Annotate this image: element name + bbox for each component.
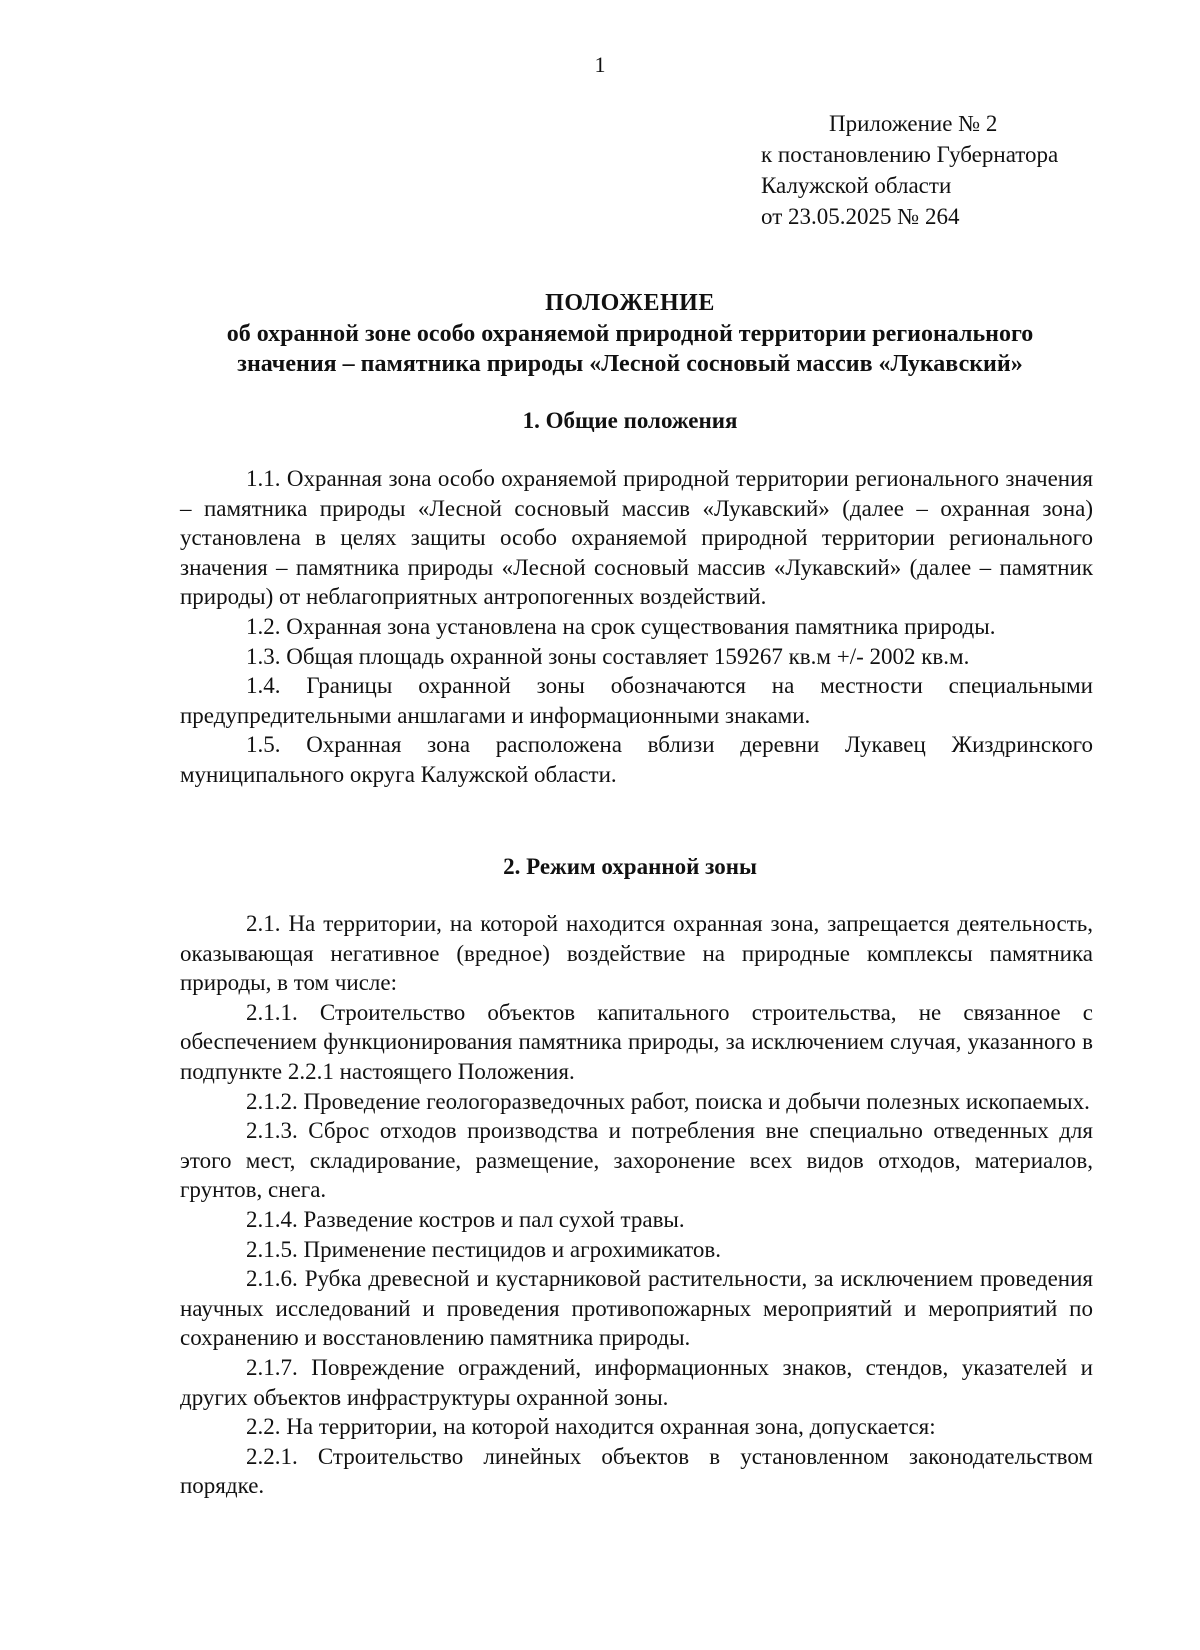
section-2-heading: 2. Режим охранной зоны	[503, 854, 757, 879]
paragraph-2-1: 2.1. На территории, на которой находится охранная зона, запрещается деятельность, оказывающая негативное (вредное) воздействие на природные комплексы памятника природы, в том числе:	[180, 911, 1093, 996]
section-2-body	[180, 909, 1093, 1501]
annex-line-3: Калужской области	[761, 173, 952, 198]
paragraph-1-1: 1.1. Охранная зона особо охраняемой природной территории регионального значения – памятника природы «Лесной сосновый массив «Лукавский» (далее – охранная зона) установлена в целях защиты особо охраняемой природной территории регионального значения – памятника природы «Лесной сосновый массив «Лукавский» (далее – памятник природы) от неблагоприятных антропогенных воздействий.	[180, 466, 1093, 610]
paragraph-1-3: 1.3. Общая площадь охранной зоны составляет 159267 кв.м +/- 2002 кв.м.	[246, 643, 970, 669]
paragraph-2-1-6: 2.1.6. Рубка древесной и кустарниковой растительности, за исключением проведения научных исследований и проведения противопожарных мероприятий и мероприятий по сохранению и восстановлению памятника природы.	[180, 1266, 1093, 1351]
document-subtitle-line-2: значения – памятника природы «Лесной сосновый массив «Лукавский»	[237, 351, 1023, 377]
paragraph-2-1-4: 2.1.4. Разведение костров и пал сухой травы.	[246, 1206, 685, 1232]
paragraph-2-1-1: 2.1.1. Строительство объектов капитального строительства, не связанное с обеспечением функционирования памятника природы, за исключением случая, указанного в подпункте 2.2.1 настоящего Положения.	[180, 999, 1093, 1084]
annex-block	[761, 108, 1058, 232]
paragraph-2-1-2: 2.1.2. Проведение геологоразведочных работ, поиска и добычи полезных ископаемых.	[246, 1088, 1090, 1114]
paragraph-2-2: 2.2. На территории, на которой находится охранная зона, допускается:	[246, 1414, 936, 1440]
document-subtitle-line-1: об охранной зоне особо охраняемой природной территории регионального	[226, 321, 1034, 347]
paragraph-1-4: 1.4. Границы охранной зоны обозначаются на местности специальными предупредительными аншлагами и информационными знаками.	[180, 673, 1093, 728]
section-1-body	[180, 464, 1093, 790]
page-number: 1	[594, 52, 606, 77]
document-heading: ПОЛОЖЕНИЕ	[545, 290, 715, 316]
document-title	[180, 288, 1080, 379]
paragraph-2-1-7: 2.1.7. Повреждение ограждений, информационных знаков, стендов, указателей и других объектов инфраструктуры охранной зоны.	[180, 1354, 1093, 1410]
paragraph-1-5: 1.5. Охранная зона расположена вблизи деревни Лукавец Жиздринского муниципального округа Калужской области.	[180, 732, 1093, 787]
annex-title: Приложение № 2	[829, 111, 998, 136]
paragraph-2-1-5: 2.1.5. Применение пестицидов и агрохимикатов.	[246, 1236, 721, 1262]
paragraph-2-2-1: 2.2.1. Строительство линейных объектов в установленном законодательством порядке.	[180, 1443, 1093, 1499]
annex-line-4: от 23.05.2025 № 264	[761, 204, 960, 229]
paragraph-1-2: 1.2. Охранная зона установлена на срок существования памятника природы.	[246, 613, 996, 639]
paragraph-2-1-3: 2.1.3. Сброс отходов производства и потребления вне специально отведенных для этого мест, складирование, размещение, захоронение всех видов отходов, материалов, грунтов, снега.	[180, 1118, 1093, 1203]
annex-line-2: к постановлению Губернатора	[761, 142, 1059, 167]
section-1-heading: 1. Общие положения	[522, 408, 738, 433]
